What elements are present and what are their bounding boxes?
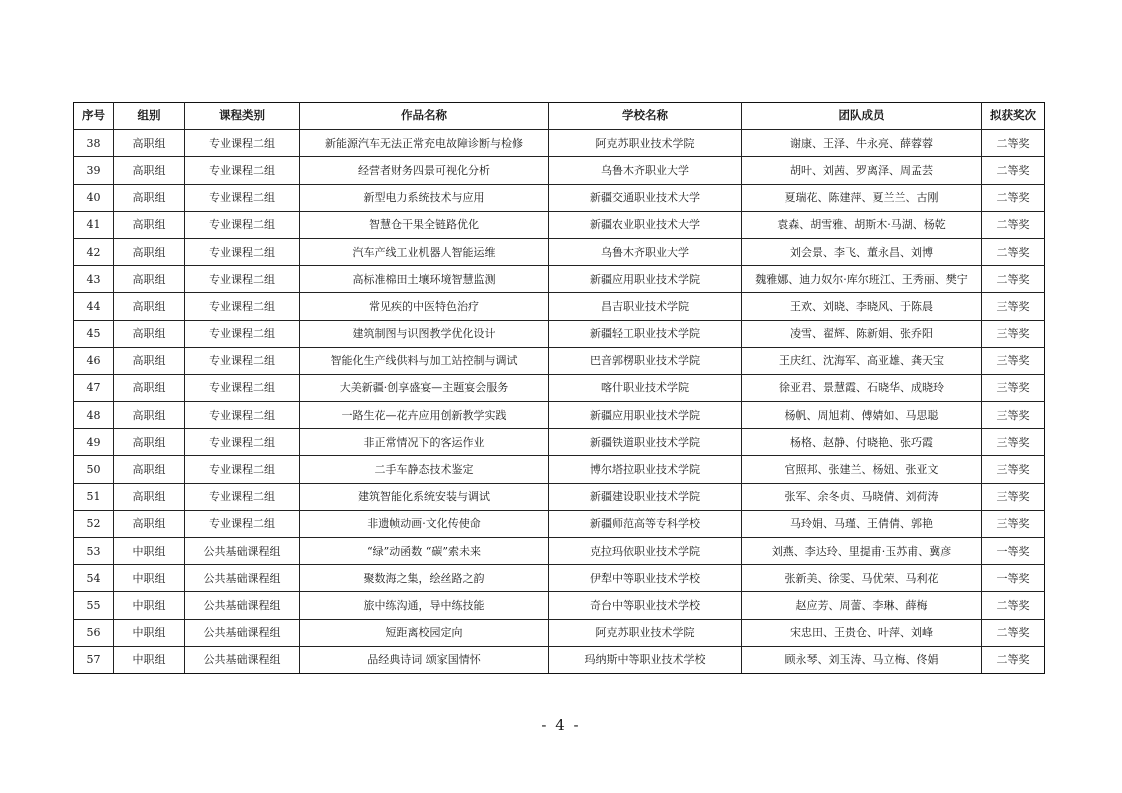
- cell-work-title: “绿”动函数 “碳”索未来: [300, 538, 549, 565]
- cell-team-members: 王庆红、沈海军、高亚雄、龚天宝: [742, 347, 982, 374]
- table-row: [74, 538, 1045, 565]
- cell-team-members: 谢康、王泽、牛永亮、薛蓉蓉: [742, 130, 982, 157]
- header-award: 拟获奖次: [982, 103, 1045, 130]
- cell-group: 中职组: [114, 646, 185, 673]
- cell-school-name: 新疆轻工职业技术学院: [549, 320, 742, 347]
- cell-index: 50: [74, 456, 114, 483]
- cell-course-category: 专业课程二组: [185, 184, 300, 211]
- cell-course-category: 专业课程二组: [185, 347, 300, 374]
- cell-award: 三等奖: [982, 374, 1045, 401]
- cell-group: 高职组: [114, 211, 185, 238]
- cell-index: 47: [74, 374, 114, 401]
- table-row: [74, 456, 1045, 483]
- cell-award: 一等奖: [982, 538, 1045, 565]
- cell-index: 45: [74, 320, 114, 347]
- cell-index: 39: [74, 157, 114, 184]
- cell-group: 中职组: [114, 619, 185, 646]
- cell-index: 43: [74, 266, 114, 293]
- table-row: [74, 510, 1045, 537]
- cell-team-members: 袁森、胡雪雅、胡斯木·马湖、杨乾: [742, 211, 982, 238]
- cell-index: 51: [74, 483, 114, 510]
- cell-award: 三等奖: [982, 347, 1045, 374]
- cell-index: 49: [74, 429, 114, 456]
- cell-team-members: 赵应芳、周蕾、李琳、薛梅: [742, 592, 982, 619]
- table-body: [74, 130, 1045, 674]
- cell-group: 高职组: [114, 374, 185, 401]
- cell-school-name: 克拉玛依职业技术学院: [549, 538, 742, 565]
- cell-course-category: 公共基础课程组: [185, 565, 300, 592]
- awards-table: [73, 102, 1045, 674]
- cell-team-members: 王欢、刘晓、李晓风、于陈晨: [742, 293, 982, 320]
- cell-work-title: 非正常情况下的客运作业: [300, 429, 549, 456]
- cell-course-category: 专业课程二组: [185, 510, 300, 537]
- cell-course-category: 专业课程二组: [185, 211, 300, 238]
- cell-index: 46: [74, 347, 114, 374]
- cell-index: 54: [74, 565, 114, 592]
- header-school-name: 学校名称: [549, 103, 742, 130]
- cell-award: 三等奖: [982, 510, 1045, 537]
- header-course-category: 课程类别: [185, 103, 300, 130]
- table-row: [74, 130, 1045, 157]
- cell-work-title: 短距离校园定向: [300, 619, 549, 646]
- cell-work-title: 建筑智能化系统安装与调试: [300, 483, 549, 510]
- cell-school-name: 阿克苏职业技术学院: [549, 130, 742, 157]
- cell-group: 中职组: [114, 538, 185, 565]
- cell-work-title: 智能化生产线供料与加工站控制与调试: [300, 347, 549, 374]
- cell-course-category: 公共基础课程组: [185, 619, 300, 646]
- cell-course-category: 公共基础课程组: [185, 646, 300, 673]
- table-row: [74, 374, 1045, 401]
- cell-team-members: 魏雅娜、迪力奴尔·库尔班江、王秀丽、樊宁: [742, 266, 982, 293]
- cell-team-members: 马玲娟、马瑾、王倩倩、郭艳: [742, 510, 982, 537]
- cell-index: 38: [74, 130, 114, 157]
- cell-course-category: 专业课程二组: [185, 429, 300, 456]
- cell-team-members: 杨格、赵静、付晓艳、张巧霞: [742, 429, 982, 456]
- table-row: [74, 646, 1045, 673]
- table-row: [74, 293, 1045, 320]
- cell-group: 高职组: [114, 130, 185, 157]
- cell-index: 44: [74, 293, 114, 320]
- cell-work-title: 旅中练沟通，导中练技能: [300, 592, 549, 619]
- cell-school-name: 阿克苏职业技术学院: [549, 619, 742, 646]
- cell-award: 一等奖: [982, 565, 1045, 592]
- cell-group: 高职组: [114, 510, 185, 537]
- cell-team-members: 张新美、徐雯、马优荣、马利花: [742, 565, 982, 592]
- cell-group: 高职组: [114, 266, 185, 293]
- cell-group: 高职组: [114, 238, 185, 265]
- table-header-row: [74, 103, 1045, 130]
- cell-award: 三等奖: [982, 320, 1045, 347]
- cell-team-members: 徐亚君、景慧霞、石晓华、成晓玲: [742, 374, 982, 401]
- cell-school-name: 伊犁中等职业技术学校: [549, 565, 742, 592]
- table-row: [74, 592, 1045, 619]
- cell-school-name: 昌吉职业技术学院: [549, 293, 742, 320]
- cell-work-title: 新型电力系统技术与应用: [300, 184, 549, 211]
- cell-school-name: 新疆农业职业技术大学: [549, 211, 742, 238]
- cell-work-title: 建筑制图与识图教学优化设计: [300, 320, 549, 347]
- cell-school-name: 乌鲁木齐职业大学: [549, 157, 742, 184]
- cell-index: 57: [74, 646, 114, 673]
- cell-group: 高职组: [114, 293, 185, 320]
- cell-work-title: 聚数海之集，绘丝路之韵: [300, 565, 549, 592]
- table-row: [74, 402, 1045, 429]
- table-row: [74, 320, 1045, 347]
- cell-index: 56: [74, 619, 114, 646]
- cell-course-category: 专业课程二组: [185, 293, 300, 320]
- cell-course-category: 专业课程二组: [185, 374, 300, 401]
- cell-course-category: 公共基础课程组: [185, 592, 300, 619]
- cell-school-name: 乌鲁木齐职业大学: [549, 238, 742, 265]
- cell-school-name: 玛纳斯中等职业技术学校: [549, 646, 742, 673]
- cell-school-name: 新疆应用职业技术学院: [549, 266, 742, 293]
- cell-course-category: 专业课程二组: [185, 130, 300, 157]
- header-team-members: 团队成员: [742, 103, 982, 130]
- cell-work-title: 品经典诗词 颂家国情怀: [300, 646, 549, 673]
- table-row: [74, 238, 1045, 265]
- cell-team-members: 夏瑞花、陈建萍、夏兰兰、古刚: [742, 184, 982, 211]
- cell-group: 高职组: [114, 402, 185, 429]
- header-index: 序号: [74, 103, 114, 130]
- table-row: [74, 565, 1045, 592]
- table-row: [74, 483, 1045, 510]
- table-row: [74, 157, 1045, 184]
- cell-school-name: 新疆铁道职业技术学院: [549, 429, 742, 456]
- cell-group: 高职组: [114, 456, 185, 483]
- cell-index: 41: [74, 211, 114, 238]
- cell-group: 高职组: [114, 157, 185, 184]
- header-group: 组别: [114, 103, 185, 130]
- cell-course-category: 专业课程二组: [185, 157, 300, 184]
- cell-work-title: 新能源汽车无法正常充电故障诊断与检修: [300, 130, 549, 157]
- cell-index: 42: [74, 238, 114, 265]
- cell-group: 高职组: [114, 483, 185, 510]
- cell-school-name: 喀什职业技术学院: [549, 374, 742, 401]
- cell-school-name: 新疆师范高等专科学校: [549, 510, 742, 537]
- table-row: [74, 429, 1045, 456]
- cell-award: 二等奖: [982, 619, 1045, 646]
- cell-work-title: 常见疾的中医特色治疗: [300, 293, 549, 320]
- cell-work-title: 高标准棉田土壤环境智慧监测: [300, 266, 549, 293]
- page-number: - 4 -: [541, 716, 581, 734]
- cell-award: 三等奖: [982, 402, 1045, 429]
- cell-award: 二等奖: [982, 184, 1045, 211]
- cell-team-members: 杨帆、周旭莉、傅婧如、马思聪: [742, 402, 982, 429]
- cell-team-members: 刘燕、李达玲、里提甫·玉苏甫、冀彦: [742, 538, 982, 565]
- cell-group: 中职组: [114, 592, 185, 619]
- cell-index: 40: [74, 184, 114, 211]
- cell-team-members: 宋忠田、王贵仓、叶萍、刘峰: [742, 619, 982, 646]
- cell-award: 三等奖: [982, 456, 1045, 483]
- cell-work-title: 智慧仓干果全链路优化: [300, 211, 549, 238]
- cell-school-name: 新疆应用职业技术学院: [549, 402, 742, 429]
- cell-course-category: 专业课程二组: [185, 483, 300, 510]
- cell-course-category: 专业课程二组: [185, 238, 300, 265]
- cell-school-name: 奇台中等职业技术学校: [549, 592, 742, 619]
- cell-team-members: 官照邦、张建兰、杨妞、张亚文: [742, 456, 982, 483]
- cell-work-title: 二手车静态技术鉴定: [300, 456, 549, 483]
- table-row: [74, 266, 1045, 293]
- cell-team-members: 刘会景、李飞、董永昌、刘博: [742, 238, 982, 265]
- cell-course-category: 专业课程二组: [185, 320, 300, 347]
- cell-award: 二等奖: [982, 211, 1045, 238]
- cell-award: 二等奖: [982, 266, 1045, 293]
- cell-award: 二等奖: [982, 592, 1045, 619]
- cell-index: 52: [74, 510, 114, 537]
- cell-school-name: 博尔塔拉职业技术学院: [549, 456, 742, 483]
- cell-group: 中职组: [114, 565, 185, 592]
- cell-course-category: 专业课程二组: [185, 456, 300, 483]
- cell-award: 二等奖: [982, 130, 1045, 157]
- cell-work-title: 一路生花—花卉应用创新教学实践: [300, 402, 549, 429]
- header-work-title: 作品名称: [300, 103, 549, 130]
- cell-group: 高职组: [114, 184, 185, 211]
- cell-group: 高职组: [114, 320, 185, 347]
- cell-award: 三等奖: [982, 483, 1045, 510]
- cell-group: 高职组: [114, 429, 185, 456]
- cell-work-title: 汽车产线工业机器人智能运维: [300, 238, 549, 265]
- table-row: [74, 619, 1045, 646]
- cell-work-title: 经营者财务四景可视化分析: [300, 157, 549, 184]
- cell-course-category: 公共基础课程组: [185, 538, 300, 565]
- cell-index: 53: [74, 538, 114, 565]
- cell-school-name: 新疆建设职业技术学院: [549, 483, 742, 510]
- cell-school-name: 新疆交通职业技术大学: [549, 184, 742, 211]
- cell-award: 二等奖: [982, 646, 1045, 673]
- cell-team-members: 凌雪、翟辉、陈新娟、张乔阳: [742, 320, 982, 347]
- cell-team-members: 顾永琴、刘玉涛、马立梅、佟娟: [742, 646, 982, 673]
- cell-index: 48: [74, 402, 114, 429]
- cell-work-title: 大美新疆·创享盛宴—主题宴会服务: [300, 374, 549, 401]
- cell-team-members: 张军、余冬贞、马晓倩、刘荷涛: [742, 483, 982, 510]
- cell-team-members: 胡叶、刘茜、罗离泽、周孟芸: [742, 157, 982, 184]
- cell-award: 二等奖: [982, 238, 1045, 265]
- cell-course-category: 专业课程二组: [185, 402, 300, 429]
- cell-award: 三等奖: [982, 429, 1045, 456]
- cell-award: 二等奖: [982, 157, 1045, 184]
- table-row: [74, 347, 1045, 374]
- cell-school-name: 巴音郭楞职业技术学院: [549, 347, 742, 374]
- cell-work-title: 非遗帧动画·文化传使命: [300, 510, 549, 537]
- cell-index: 55: [74, 592, 114, 619]
- table-row: [74, 184, 1045, 211]
- cell-group: 高职组: [114, 347, 185, 374]
- cell-course-category: 专业课程二组: [185, 266, 300, 293]
- cell-award: 三等奖: [982, 293, 1045, 320]
- table-row: [74, 211, 1045, 238]
